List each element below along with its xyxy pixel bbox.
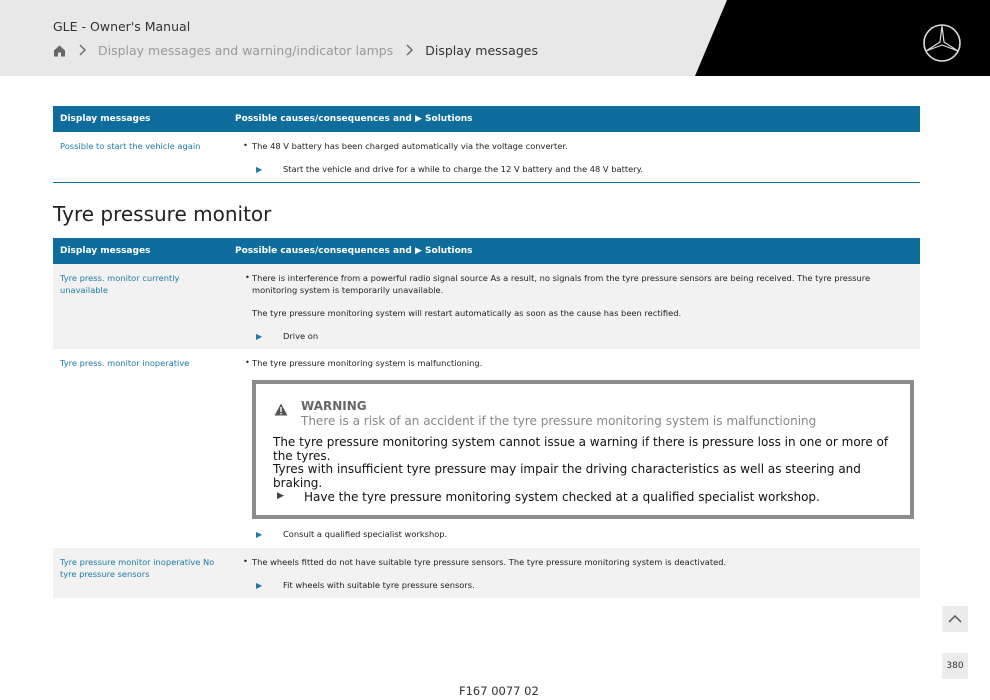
warning-box	[252, 380, 914, 519]
breadcrumb-current: Display messages	[425, 42, 538, 58]
column-header-messages: Display messages	[60, 114, 151, 124]
cause-text: The 48 V battery has been charged automatically via the voltage converter.	[252, 141, 568, 151]
arrow-right-icon: ▶	[256, 530, 263, 539]
cause-text: The wheels fitted do not have suitable tyre pressure sensors. The tyre pressure monitoring system is deactivated.	[252, 557, 727, 567]
warning-title: WARNING	[301, 399, 367, 413]
column-header-causes: Possible causes/consequences and ▶ Solutions	[235, 246, 473, 256]
solution-text: Consult a qualified specialist workshop.	[283, 529, 448, 539]
warning-triangle-icon	[274, 403, 288, 416]
arrow-right-icon: ▶	[256, 581, 263, 590]
arrow-right-icon: ▶	[256, 332, 263, 341]
table-row	[53, 548, 920, 598]
table-header	[53, 238, 920, 264]
warning-paragraph: The tyre pressure monitoring system cannot issue a warning if there is pressure loss in one or more of the tyres.	[273, 435, 889, 463]
scroll-to-top-button[interactable]	[942, 606, 968, 632]
table-divider	[53, 182, 920, 183]
chevron-right-icon	[78, 44, 88, 56]
chevron-right-icon	[405, 44, 415, 56]
note-text: The tyre pressure monitoring system will restart automatically as soon as the cause has been rectified.	[252, 308, 682, 318]
breadcrumb	[53, 42, 538, 58]
mercedes-star-icon	[922, 23, 962, 63]
table-row	[53, 132, 920, 182]
warning-action: Have the tyre pressure monitoring system checked at a qualified specialist workshop.	[304, 490, 820, 504]
bullet-glyph: •	[245, 357, 250, 367]
chevron-up-icon	[942, 606, 968, 632]
solution-text: Start the vehicle and drive for a while to charge the 12 V battery and the 48 V battery.	[283, 164, 643, 174]
breadcrumb-link-display-messages-lamps[interactable]: Display messages and warning/indicator lamps	[98, 42, 394, 58]
bullet-glyph: •	[245, 272, 250, 282]
bullet-glyph: •	[243, 556, 248, 566]
bullet-glyph: •	[243, 140, 248, 150]
table-row	[53, 264, 920, 349]
column-header-causes: Possible causes/consequences and ▶ Solutions	[235, 114, 473, 124]
home-icon[interactable]	[53, 44, 66, 57]
display-message: Tyre pressure monitor inoperative No tyre pressure sensors	[60, 557, 215, 579]
arrow-right-icon: ▶	[256, 165, 263, 174]
table-header	[53, 106, 920, 132]
column-header-messages: Display messages	[60, 246, 151, 256]
cause-text: There is interference from a powerful radio signal source As a result, no signals from the tyre pressure sensors are being received. The tyre pressure monitoring system is temporarily unavailable.	[252, 273, 871, 295]
warning-subtitle: There is a risk of an accident if the tyre pressure monitoring system is malfunctioning	[301, 414, 817, 428]
display-message: Tyre press. monitor inoperative	[60, 358, 190, 368]
display-message: Tyre press. monitor currently unavailable	[60, 273, 180, 295]
page-header	[0, 0, 990, 76]
page-number-button[interactable]: 380	[942, 653, 968, 679]
solution-text: Fit wheels with suitable tyre pressure sensors.	[283, 580, 475, 590]
display-message: Possible to start the vehicle again	[60, 141, 201, 151]
display-messages-table-1	[53, 106, 920, 182]
arrow-right-icon: ▶	[277, 491, 284, 501]
cause-text: The tyre pressure monitoring system is malfunctioning.	[252, 358, 483, 368]
solution-text: Drive on	[283, 331, 319, 341]
doc-title: GLE - Owner's Manual	[53, 19, 191, 34]
warning-paragraph: Tyres with insufficient tyre pressure may impair the driving characteristics as well as steering and braking.	[273, 462, 861, 490]
figure-code: F167 0077 02	[459, 684, 539, 698]
section-title: Tyre pressure monitor	[53, 202, 272, 226]
